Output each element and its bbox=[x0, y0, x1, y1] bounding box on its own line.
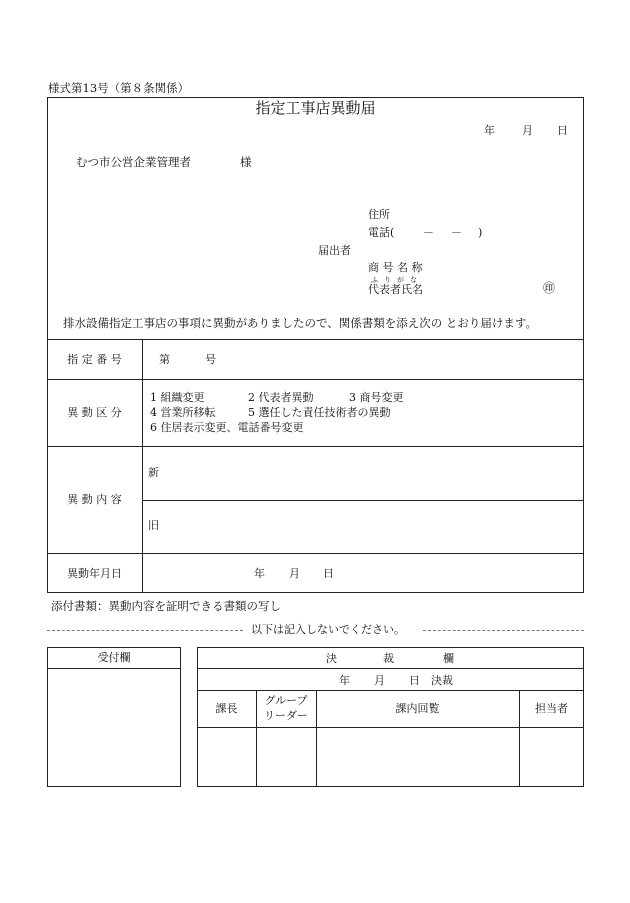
change-option-4: 4 営業所移転 bbox=[150, 406, 216, 419]
approval-day: 日 bbox=[409, 674, 420, 687]
phone-dash-2: － bbox=[451, 226, 462, 239]
approval-decision: 決裁 bbox=[431, 674, 453, 687]
column-divider bbox=[142, 339, 143, 593]
column-group-leader-line1: グループ bbox=[264, 694, 308, 707]
submission-month-label: 月 bbox=[522, 124, 533, 137]
change-option-1: 1 組織変更 bbox=[150, 391, 205, 404]
phone-label: 電話( bbox=[368, 226, 395, 239]
new-content-label: 新 bbox=[148, 466, 159, 479]
office-use-note: 以下は記入しないでください。 bbox=[251, 623, 405, 636]
approval-title-char-2: 裁 bbox=[383, 652, 394, 665]
addressee: むつ市公営企業管理者 bbox=[76, 155, 191, 169]
change-date-label: 異動年月日 bbox=[67, 566, 122, 580]
approval-year: 年 bbox=[339, 674, 350, 687]
approval-month: 月 bbox=[374, 674, 385, 687]
row-divider bbox=[142, 500, 584, 501]
column-section-chief: 課長 bbox=[215, 702, 238, 715]
representative-ruby: ふりがな bbox=[371, 276, 423, 284]
form-title: 指定工事店異動届 bbox=[255, 99, 376, 117]
reception-label: 受付欄 bbox=[97, 651, 131, 664]
change-content-label: 異 動 内 容 bbox=[67, 493, 122, 506]
phone-close: ) bbox=[478, 226, 483, 239]
address-label: 住所 bbox=[368, 208, 390, 221]
column-group-leader-line2: リーダー bbox=[264, 709, 308, 722]
change-date-year: 年 bbox=[254, 567, 265, 580]
approval-divider bbox=[197, 668, 584, 669]
dashed-divider-left bbox=[47, 630, 243, 631]
column-staff-in-charge: 担当者 bbox=[535, 702, 568, 715]
approval-title-char-1: 決 bbox=[326, 652, 337, 665]
change-type-label: 異 動 区 分 bbox=[67, 406, 122, 419]
designation-suffix: 号 bbox=[205, 353, 216, 366]
seal-mark: ㊞ bbox=[543, 281, 556, 295]
change-option-6: 6 住居表示変更、電話番号変更 bbox=[150, 421, 304, 434]
reception-header-divider bbox=[47, 668, 181, 669]
change-date-day: 日 bbox=[323, 567, 334, 580]
designation-prefix: 第 bbox=[159, 353, 170, 366]
applicant-label: 届出者 bbox=[318, 244, 351, 257]
attachments-note: 添付書類：異動内容を証明できる書類の写し bbox=[51, 599, 281, 613]
phone-dash-1: － bbox=[423, 226, 434, 239]
representative-label: 代表者氏名 bbox=[368, 283, 423, 296]
change-date-month: 月 bbox=[289, 567, 300, 580]
designation-label: 指 定 番 号 bbox=[67, 352, 122, 366]
old-content-label: 旧 bbox=[148, 519, 159, 532]
submission-year-label: 年 bbox=[484, 124, 495, 137]
change-option-5: 5 選任した責任技術者の異動 bbox=[248, 406, 391, 419]
addressee-honorific: 様 bbox=[240, 155, 252, 169]
statement: 排水設備指定工事店の事項に異動がありましたので、関係書類を添え次の とおり届けます。 bbox=[63, 316, 538, 330]
approval-title-char-3: 欄 bbox=[443, 652, 454, 665]
change-option-3: 3 商号変更 bbox=[349, 391, 404, 404]
column-internal-circulation: 課内回覧 bbox=[395, 702, 440, 715]
form-number: 様式第13号（第８条関係） bbox=[48, 81, 190, 95]
trade-name-label: 商 号 名 称 bbox=[368, 261, 423, 274]
dashed-divider-right bbox=[423, 630, 584, 631]
submission-day-label: 日 bbox=[557, 124, 568, 137]
change-option-2: 2 代表者異動 bbox=[248, 391, 314, 404]
